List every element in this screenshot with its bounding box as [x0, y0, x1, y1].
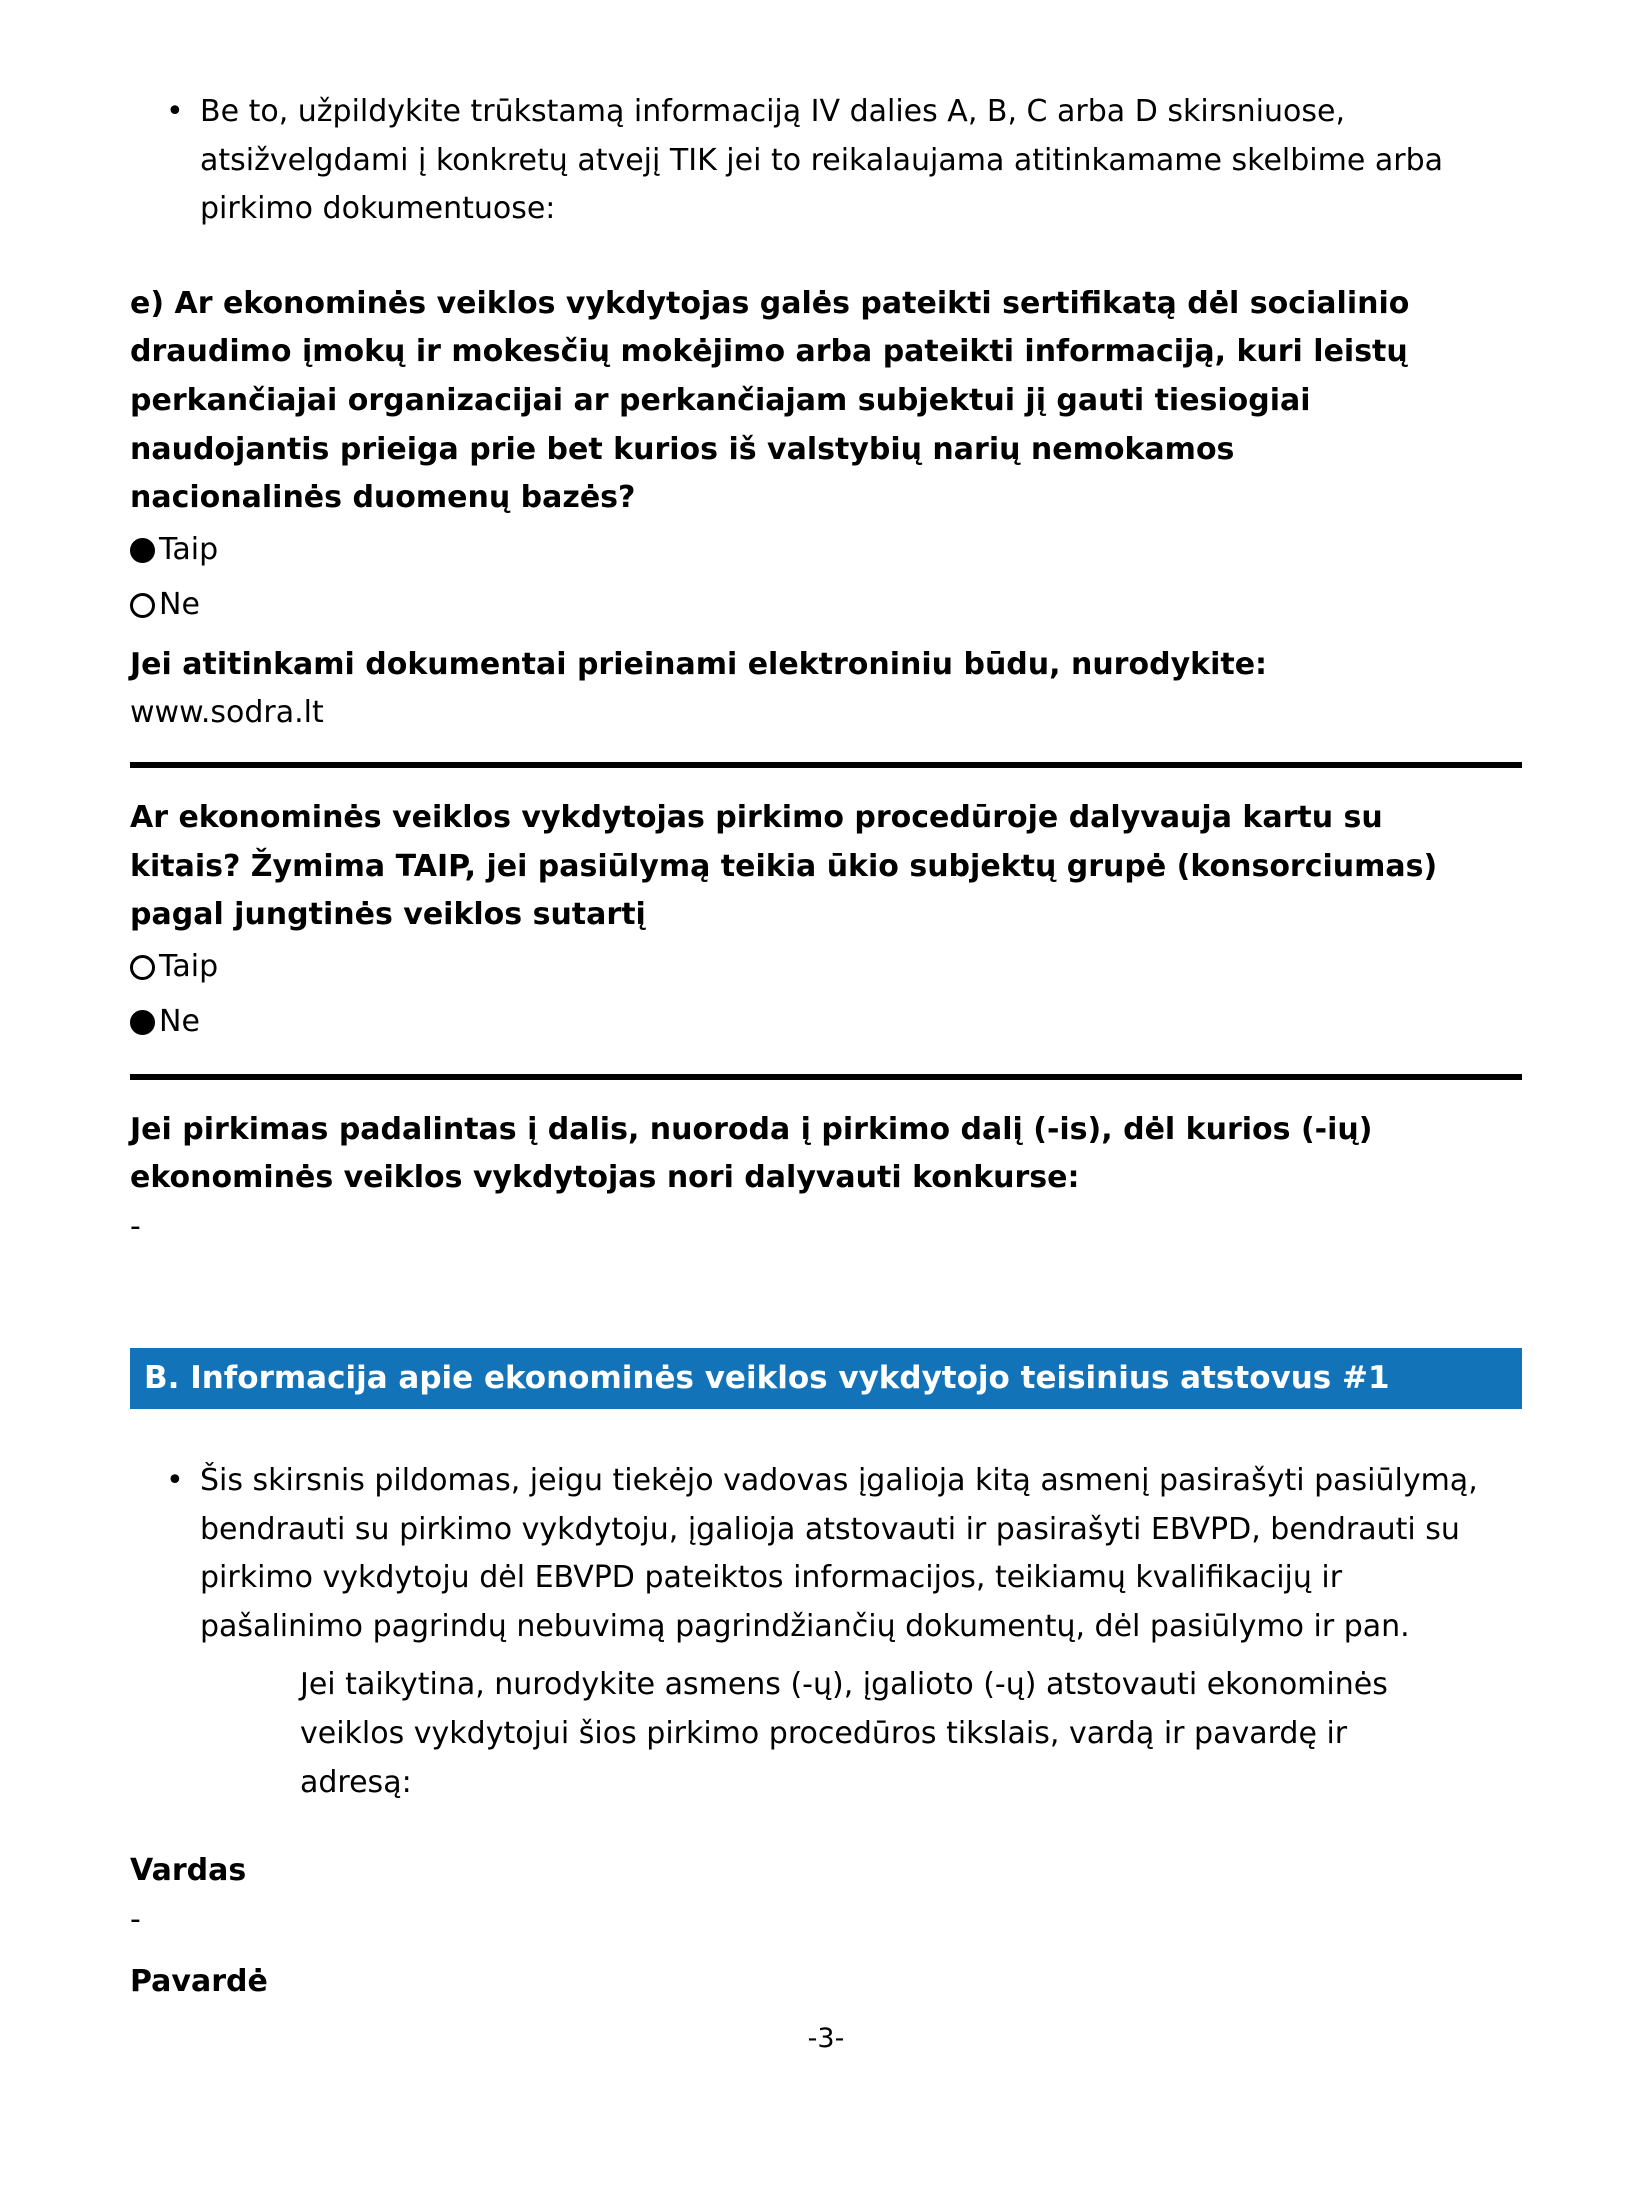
- bullet-icon: [166, 88, 200, 234]
- question-e-docs-value: www.sodra.lt: [130, 695, 324, 731]
- section-divider: [130, 1074, 1522, 1080]
- question-e-docs-prompt: Jei atitinkami dokumentai prieinami elektroniniu būdu, nurodykite:: [130, 646, 1268, 682]
- question-group-option-ne[interactable]: [130, 995, 1522, 1050]
- field-value-vardas: -: [130, 1901, 141, 1937]
- radio-label: Taip: [159, 531, 219, 567]
- question-e-option-taip[interactable]: [130, 523, 1522, 578]
- radio-label: Ne: [159, 586, 200, 622]
- radio-unselected-icon[interactable]: [130, 593, 155, 618]
- section-b-bullet-text: Šis skirsnis pildomas, jeigu tiekėjo vadovas įgalioja kitą asmenį pasirašyti pasiūlymą, bendrauti su pirkimo vykdytoju, įgalioja atstovauti ir pasirašyti EBVPD, bendrauti su pirkimo vykdytoju dėl EBVPD pateiktos informacijos, teikiamų kvalifikacijų ir pašalinimo pagrindų nebuvimą pagrindžiančių dokumentų, dėl pasiūlymo ir pan.: [200, 1463, 1478, 1644]
- section-b-title: B. Informacija apie ekonominės veiklos vykdytojo teisinius atstovus #1: [144, 1359, 1390, 1396]
- section-b-note: Jei taikytina, nurodykite asmens (-ų), įgalioto (-ų) atstovauti ekonominės veiklos vykdytojui šios pirkimo procedūros tikslais, vardą ir pavardę ir adresą:: [300, 1667, 1388, 1800]
- radio-label: Taip: [159, 948, 219, 984]
- question-group-text: Ar ekonominės veiklos vykdytojas pirkimo procedūroje dalyvauja kartu su kitais? Žymima TAIP, jei pasiūlymą teikia ūkio subjektų grupė (konsorciumas) pagal jungtinės veiklos sutartį: [130, 799, 1438, 933]
- radio-label: Ne: [159, 1003, 200, 1039]
- field-label-vardas: Vardas: [130, 1853, 247, 1889]
- intro-bullet-item: [130, 88, 1522, 234]
- section-divider: [130, 762, 1522, 768]
- question-group-option-taip[interactable]: [130, 940, 1522, 995]
- question-lots-value: -: [130, 1208, 141, 1244]
- radio-selected-icon[interactable]: [130, 1010, 155, 1035]
- question-lots-text: Jei pirkimas padalintas į dalis, nuoroda į pirkimo dalį (-is), dėl kurios (-ių) ekonominės veiklos vykdytojas nori dalyvauti konkurse:: [130, 1111, 1373, 1196]
- section-b-bullet-item: [130, 1457, 1522, 1651]
- radio-unselected-icon[interactable]: [130, 955, 155, 980]
- page-number: -3-: [807, 2022, 845, 2054]
- intro-bullet-text: Be to, užpildykite trūkstamą informaciją IV dalies A, B, C arba D skirsniuose, atsižvelgdami į konkretų atvejį TIK jei to reikalaujama atitinkamame skelbime arba pirkimo dokumentuose:: [200, 94, 1443, 227]
- question-e-option-ne[interactable]: [130, 578, 1522, 633]
- bullet-icon: [166, 1457, 200, 1651]
- question-e-text: e) Ar ekonominės veiklos vykdytojas galės pateikti sertifikatą dėl socialinio draudimo įmokų ir mokesčių mokėjimo arba pateikti informaciją, kuri leistų perkančiajai organizacijai ar perkančiajam subjektui jį gauti tiesiogiai naudojantis prieiga prie bet kurios iš valstybių narių nemokamos nacionalinės duomenų bazės?: [130, 285, 1410, 516]
- radio-selected-icon[interactable]: [130, 538, 155, 563]
- field-label-pavarde: Pavardė: [130, 1964, 268, 2000]
- section-b-header: [130, 1348, 1522, 1410]
